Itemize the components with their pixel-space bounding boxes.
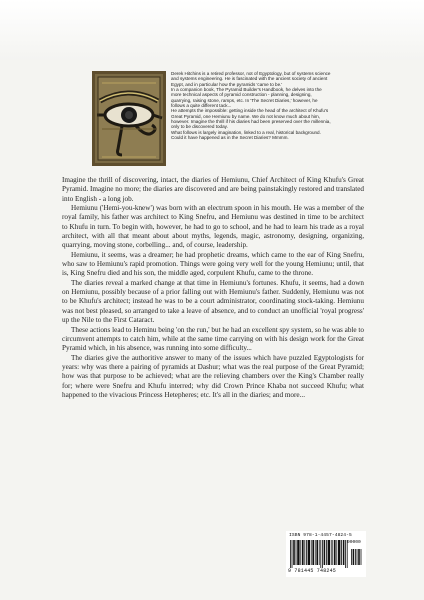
blurb-paragraph: Imagine the thrill of discovering, intact, the diaries of Hemiunu, Chief Architect of King Khufu's Great Pyramid. Imagine no more; the diaries are discovered and are being painstakingly restored and translated into English - a long job. [62, 176, 364, 203]
isbn-digits: 9 781445 748245 [288, 568, 337, 574]
blurb-paragraph: The diaries give the authoritive answer to many of the issues which have puzzled Egyptologists for years: why was there a pairing of pyramids at Dashur; what was the real purpose of the Great Pyramid; how was that purpose to be achieved; what are the relieving chambers over the King's Chamber really for; where were Snefru and Khufu interred; why did Crown Prince Khaba not succeed Khufu; what happened to the vivacious Princess Hetepheres; etc. It's all in the diaries; and more... [62, 353, 364, 399]
bio-paragraph: In a companion book, The Pyramid Builder's Handbook, he delves into the more technical aspects of pyramid construction - planning, designing, quarrying, raising stone, ramps, etc. In 'The Secret Diaries,' however, he follows a quite different tack... [171, 87, 322, 109]
blurb-text [62, 176, 364, 400]
bio-paragraph: He attempts the impossible: getting inside the head of the architect of Khufu's Great Pyramid, one Hemiunu by name. We do not know much about him, however. Imagine the thrill if his diaries had been preserved over the millennia, only to be discovered today. [171, 108, 331, 130]
blurb-paragraph: The diaries reveal a marked change at that time in Hemiunu's fortunes. Khufu, it seems, had a down on Hemiunu, possibly because of a prior falling out with Hemiunu's father. Suddenly, Hemiunu was not to be Khufu's architect; instead he was to be a court administrator, coordinating stock-taking. Hemiunu was not best pleased, so arranged to take a leave of absence, and to conduct an unofficial 'royal progress' up the Nile to the First Cataract. [62, 278, 364, 325]
author-bio [171, 71, 331, 140]
blurb-paragraph: These actions lead to Heminu being 'on the run,' but he had an excellent spy system, so he was able to circumvent attempts to catch him, while at the same time carrying on with his design work for the Great Pyramid which, in his absence, was running into some difficulty... [62, 325, 364, 353]
isbn-label: ISBN 978-1-4457-4824-5 [289, 533, 352, 538]
price-code: 90000 [347, 540, 361, 545]
barcode [286, 531, 366, 577]
blurb-paragraph: Hemiunu, it seems, was a dreamer; he had prophetic dreams, which came to the ear of King Snefru, who saw to Hemiunu's rapid promotion. Things were going very well for the young Hemiunu; until, that is, King Snefru died and his son, the middle aged, corpulent Khufu, came to the throne. [62, 250, 364, 278]
bio-paragraph: What follows is largely imagination, linked to a real, historical background. Could it have happened as in the Secret Diaries? Mmmm. [171, 129, 321, 141]
bio-paragraph: Derek Hitchins is a retired professor, not of Egyptology, but of systems science and systems engineering. He is fascinated with the ancient society of ancient Egypt, and in particular how the pyramids 'came to be.' [171, 71, 331, 87]
background-gradient [0, 0, 424, 60]
blurb-paragraph: Hemiunu ('Hemi-you-knew') was born with an electrum spoon in his mouth. He was a member of the royal family, his father was architect to King Snefru, and Hemiunu was destined in time to be architect to Khufu in turn. To begin with, however, he had to go to school, and he had to learn his trade as a royal architect, with all that meant about about myths, legends, magic, astronomy, designing, organizing, quarrying, moving stone, corbelling... and, of course, leadership. [62, 204, 364, 250]
eye-of-horus-image [92, 71, 166, 166]
author-block [92, 71, 331, 166]
